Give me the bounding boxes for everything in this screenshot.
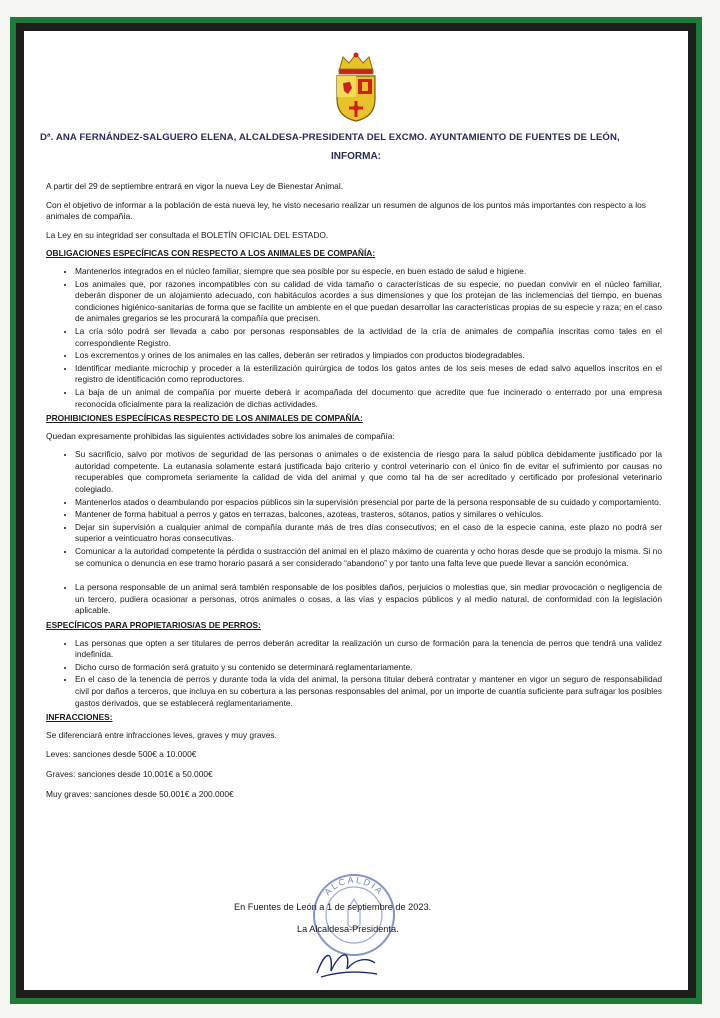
list-item: • Los animales que, por razones incompatibles con su calidad de vida tamaño o características de su especie, no puedan convivir en el núcleo familiar, deberán disponer de un alojamiento adecuado, con habitáculos acordes a sus dimensiones y que los protejan de las inclemencias del tiempo, en buenas condiciones higiénico-sanitarias de forma que se facilite un ambiente en el que puedan desarrollar las características propias de su especie y raza; en el caso de animales gregarios se les procurará la compañía que precisen. — [75, 279, 662, 325]
list-item: • Las personas que opten a ser titulares de perros deberán acreditar la realización un curso de formación para la tenencia de perros que tendrá una validez indefinida. — [75, 638, 662, 661]
document-page — [24, 31, 688, 990]
prohibiciones-list — [46, 449, 662, 569]
infracciones-block — [46, 730, 662, 800]
list-item: • Su sacrificio, salvo por motivos de seguridad de las personas o animales o de existencia de riesgo para la salud pública debidamente justificado por la autoridad competente. La eutanasia solamente estará justificada bajo criterio y control veterinario con el único fin de evitar el sufrimiento por causas no recuperables que comprometa seriamente la calidad de vida del animal y que como tal ha de ser acreditado y certificado por profesional veterinario colegiado. — [75, 449, 662, 495]
signature — [311, 941, 381, 981]
list-item: • La persona responsable de un animal será también responsable de los posibles daños, perjuicios o molestias que, sin mediar provocación o negligencia de un tercero, pudiera ocasionar a personas, otros animales o cosas, a las vías y espacios públicos y al medio natural, de conformidad con la legislación aplicable. — [75, 582, 662, 617]
list-item: • Dejar sin supervisión a cualquier animal de compañía durante más de tres días consecutivos; en el caso de la especie canina, este plazo no podrá ser superior a veinticuatro horas consecutivas. — [75, 522, 662, 545]
infracciones-intro: Se diferenciará entre infracciones leves, graves y muy graves. — [46, 729, 277, 740]
section-title-obligaciones: OBLIGACIONES ESPECÍFICAS CON RESPECTO A LOS ANIMALES DE COMPAÑÍA: — [46, 248, 376, 259]
intro-paragraph: A partir del 29 de septiembre entrará en vigor la nueva Ley de Bienestar Animal. — [46, 181, 344, 191]
intro-paragraph: Con el objetivo de informar a la población de esta nueva ley, he visto necesario realizar un resumen de algunos de los puntos más importantes con respecto a los animales de compañía. — [46, 199, 646, 222]
list-item: • Los excrementos y orines de los animales en las calles, deberán ser retirados y limpiados con productos biodegradables. — [75, 350, 662, 362]
propietarios-list — [46, 638, 662, 710]
signer-title: La Alcaldesa-Presidenta. — [297, 924, 399, 934]
list-item: • La baja de un animal de compañía por muerte deberá ir acompañada del documento que acredite que fue incinerado o enterrado por una empresa reconocida oficialmente para la realización de dichas actividades. — [75, 387, 662, 410]
informa-label: INFORMA: — [331, 151, 381, 162]
svg-text:ALCALDIA — [322, 875, 385, 897]
fine-leves: Leves: sanciones desde 500€ a 10.000€ — [46, 749, 197, 760]
fine-muy-graves: Muy graves: sanciones desde 50.001€ a 200.000€ — [46, 788, 234, 799]
section-title-prohibiciones: PROHIBICIONES ESPECÍFICAS RESPECTO DE LOS ANIMALES DE COMPAÑÍA: — [46, 413, 363, 424]
coat-of-arms-icon — [331, 51, 381, 123]
fine-graves: Graves: sanciones desde 10.001€ a 50.000€ — [46, 768, 213, 779]
document-heading: Dª. ANA FERNÁNDEZ-SALGUERO ELENA, ALCALDESA-PRESIDENTA DEL EXCMO. AYUNTAMIENTO DE FUENTES DE LEÓN, — [40, 132, 620, 143]
list-item: • La cría sólo podrá ser llevada a cabo por personas responsables de la actividad de la cría de animales de compañía inscritas como tales en el correspondiente Registro. — [75, 326, 662, 349]
document-body — [46, 181, 662, 808]
section-title-propietarios: ESPECÍFICOS PARA PROPIETARIOS/AS DE PERROS: — [46, 620, 261, 630]
intro-paragraph: La Ley en su integridad ser consultada el BOLETÍN OFICIAL DEL ESTADO. — [46, 229, 329, 240]
spacer — [46, 572, 662, 582]
prohibiciones-intro: Quedan expresamente prohibidas las siguientes actividades sobre los animales de compañía: — [46, 430, 395, 441]
list-item: • En el caso de la tenencia de perros y durante toda la vida del animal, la persona titular deberá contratar y mantener en vigor un seguro de responsabilidad civil por daños a terceros, que incluya en su cobertura a las personas responsables del animal, por un importe de cuantía suficiente para sufragar los posibles gastos derivados, que se establecerá reglamentariamente. — [75, 674, 662, 709]
list-item: • Identificar mediante microchip y proceder a la esterilización quirúrgica de todos los gatos antes de los seis meses de edad salvo aquellos inscritos en el registro de identificación como reproductores. — [75, 363, 662, 386]
stamp-text: ALCALDIA — [322, 874, 386, 898]
list-item: • Mantenerlos integrados en el núcleo familiar, siempre que sea posible por su especie, en buen estado de salud e higiene. — [75, 266, 662, 278]
list-item: • Comunicar a la autoridad competente la pérdida o sustracción del animal en el plazo máximo de cuarenta y ocho horas desde que se produjo la misma. Si no se comunica o denuncia en ese tramo horario pasará a ser considerado “abandono” y por tanto una falta leve que puede llevar a sanción económica. — [75, 546, 662, 569]
section-title-infracciones: INFRACCIONES: — [46, 712, 113, 723]
list-item: • Mantenerlos atados o deambulando por espacios públicos sin la supervisión presencial por parte de la persona responsable de su cuidado y comportamiento. — [75, 497, 662, 509]
prohibiciones-extra-list — [46, 582, 662, 617]
obligaciones-list — [46, 266, 662, 410]
place-date: En Fuentes de León a 1 de septiembre de 2023. — [234, 902, 432, 912]
list-item: • Dicho curso de formación será gratuito y su contenido se determinará reglamentariamente. — [75, 662, 662, 674]
list-item: • Mantener de forma habitual a perros y gatos en terrazas, balcones, azoteas, trasteros, sótanos, patios y similares o vehículos. — [75, 509, 662, 521]
